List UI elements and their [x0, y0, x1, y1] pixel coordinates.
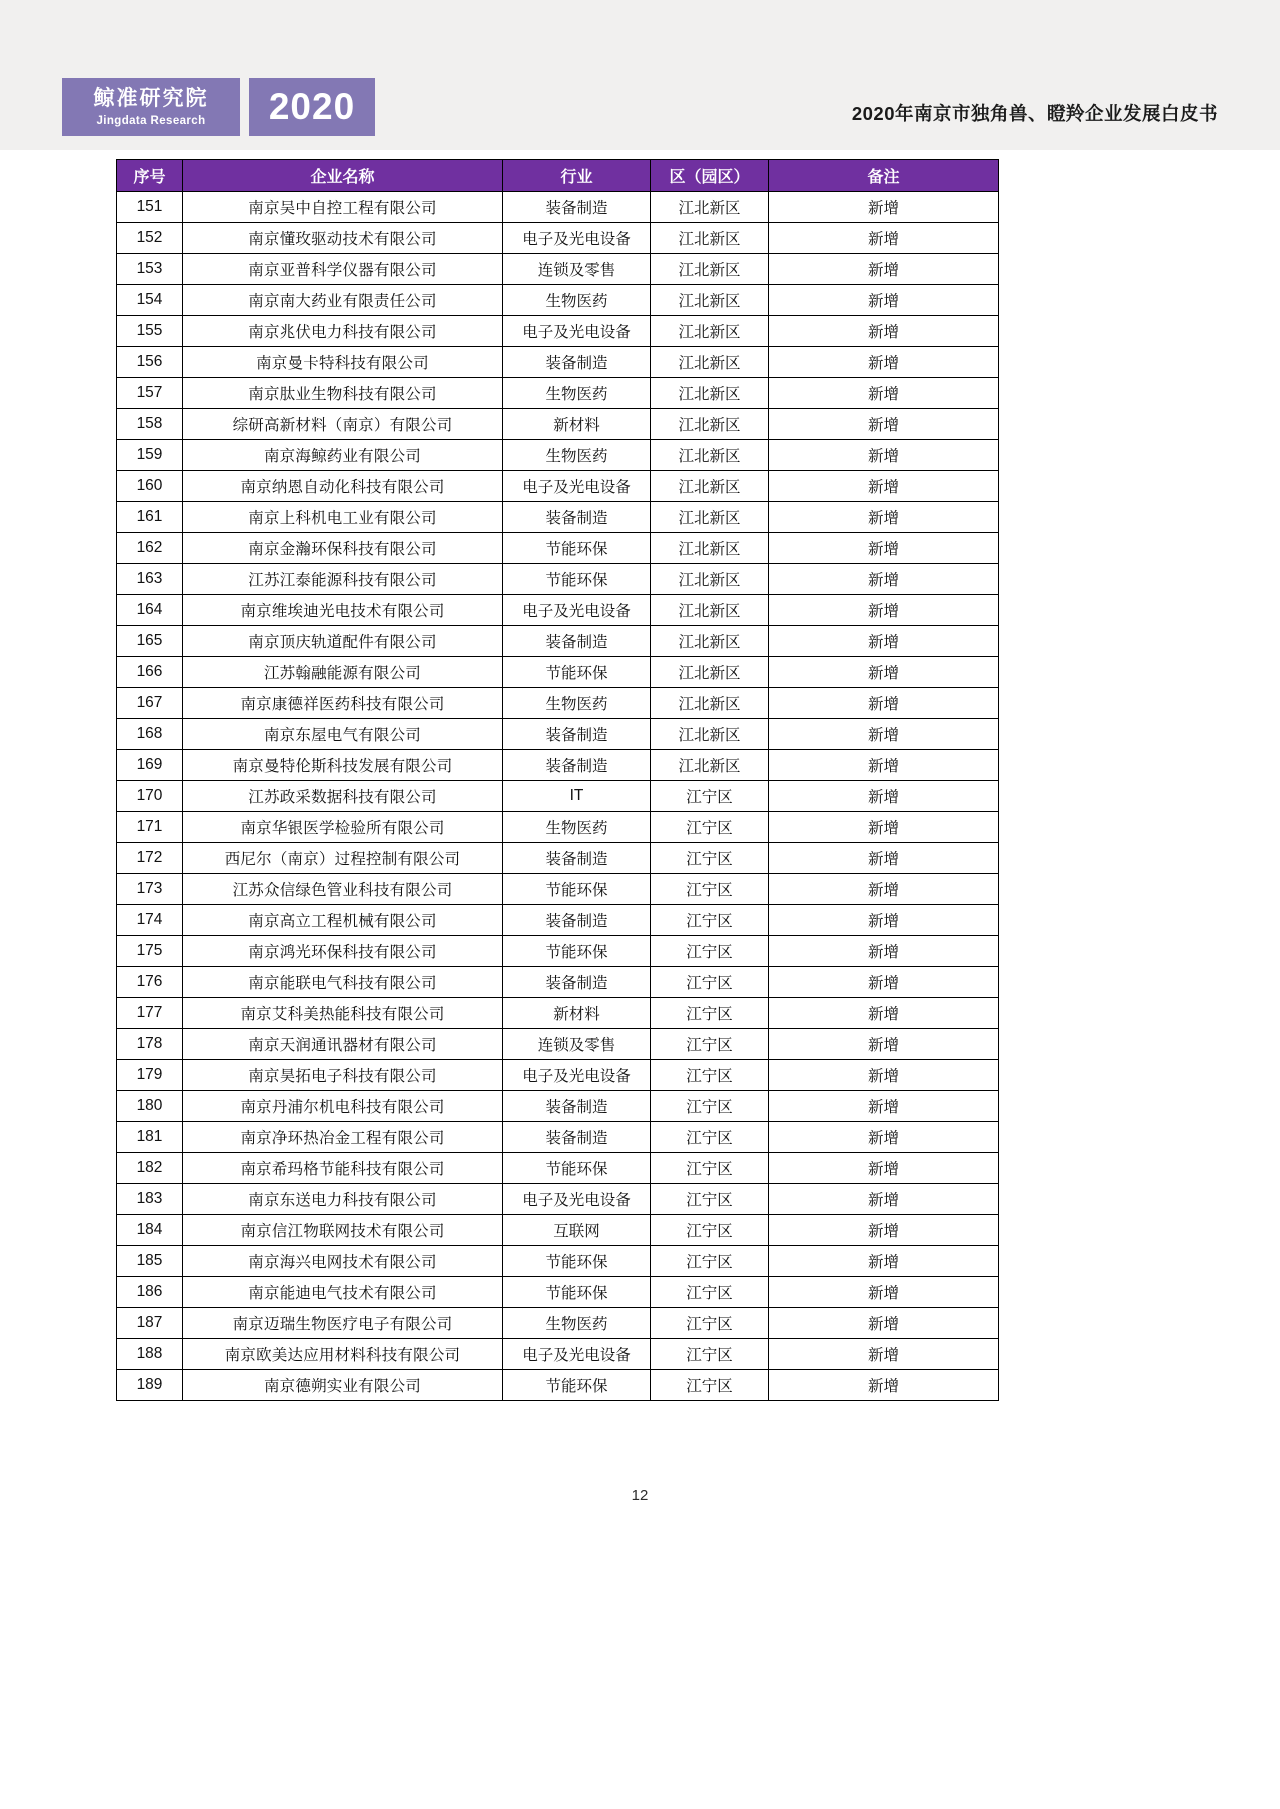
jingdata-logo: [62, 78, 240, 136]
cell-index: 164: [117, 595, 183, 626]
table-row: [117, 378, 999, 409]
cell-company-name: 南京兆伏电力科技有限公司: [183, 316, 503, 347]
cell-company-name: 南京海兴电网技术有限公司: [183, 1246, 503, 1277]
cell-remark: 新增: [769, 409, 999, 440]
cell-industry: 节能环保: [503, 564, 651, 595]
cell-district: 江宁区: [651, 1277, 769, 1308]
cell-remark: 新增: [769, 626, 999, 657]
cell-remark: 新增: [769, 1091, 999, 1122]
cell-industry: IT: [503, 781, 651, 812]
cell-remark: 新增: [769, 843, 999, 874]
cell-index: 186: [117, 1277, 183, 1308]
cell-district: 江宁区: [651, 1091, 769, 1122]
cell-index: 181: [117, 1122, 183, 1153]
cell-district: 江北新区: [651, 409, 769, 440]
table-row: [117, 688, 999, 719]
cell-index: 173: [117, 874, 183, 905]
cell-district: 江宁区: [651, 843, 769, 874]
table-row: [117, 564, 999, 595]
cell-remark: 新增: [769, 316, 999, 347]
cell-index: 185: [117, 1246, 183, 1277]
table-row: [117, 440, 999, 471]
cell-index: 171: [117, 812, 183, 843]
cell-district: 江北新区: [651, 533, 769, 564]
cell-company-name: 西尼尔（南京）过程控制有限公司: [183, 843, 503, 874]
table-row: [117, 781, 999, 812]
cell-industry: 装备制造: [503, 192, 651, 223]
table-row: [117, 409, 999, 440]
page-header: [0, 0, 1280, 150]
cell-remark: 新增: [769, 533, 999, 564]
cell-industry: 装备制造: [503, 750, 651, 781]
cell-remark: 新增: [769, 254, 999, 285]
cell-remark: 新增: [769, 285, 999, 316]
cell-remark: 新增: [769, 595, 999, 626]
cell-remark: 新增: [769, 781, 999, 812]
column-header-name: 企业名称: [183, 160, 503, 192]
cell-district: 江宁区: [651, 1339, 769, 1370]
cell-district: 江宁区: [651, 1029, 769, 1060]
table-row: [117, 192, 999, 223]
cell-district: 江宁区: [651, 1246, 769, 1277]
table-row: [117, 1246, 999, 1277]
cell-remark: 新增: [769, 688, 999, 719]
cell-district: 江宁区: [651, 1215, 769, 1246]
cell-index: 167: [117, 688, 183, 719]
cell-index: 159: [117, 440, 183, 471]
cell-remark: 新增: [769, 378, 999, 409]
cell-remark: 新增: [769, 347, 999, 378]
cell-remark: 新增: [769, 750, 999, 781]
cell-industry: 生物医药: [503, 378, 651, 409]
enterprise-table: [116, 159, 999, 1401]
cell-district: 江宁区: [651, 1060, 769, 1091]
cell-company-name: 南京懂玫驱动技术有限公司: [183, 223, 503, 254]
cell-company-name: 南京金瀚环保科技有限公司: [183, 533, 503, 564]
cell-remark: 新增: [769, 1370, 999, 1401]
cell-industry: 电子及光电设备: [503, 1184, 651, 1215]
cell-index: 170: [117, 781, 183, 812]
cell-company-name: 南京肽业生物科技有限公司: [183, 378, 503, 409]
cell-district: 江北新区: [651, 719, 769, 750]
cell-index: 176: [117, 967, 183, 998]
cell-remark: 新增: [769, 1308, 999, 1339]
cell-remark: 新增: [769, 223, 999, 254]
page-content: [0, 150, 1280, 1809]
cell-index: 163: [117, 564, 183, 595]
cell-index: 174: [117, 905, 183, 936]
cell-company-name: 南京天润通讯器材有限公司: [183, 1029, 503, 1060]
cell-industry: 生物医药: [503, 1308, 651, 1339]
cell-company-name: 南京曼卡特科技有限公司: [183, 347, 503, 378]
cell-company-name: 南京能迪电气技术有限公司: [183, 1277, 503, 1308]
cell-index: 155: [117, 316, 183, 347]
table-row: [117, 843, 999, 874]
cell-company-name: 南京曼特伦斯科技发展有限公司: [183, 750, 503, 781]
cell-district: 江北新区: [651, 471, 769, 502]
cell-industry: 节能环保: [503, 1370, 651, 1401]
cell-district: 江宁区: [651, 1153, 769, 1184]
cell-district: 江宁区: [651, 1122, 769, 1153]
cell-company-name: 南京迈瑞生物医疗电子有限公司: [183, 1308, 503, 1339]
cell-remark: 新增: [769, 874, 999, 905]
cell-industry: 装备制造: [503, 502, 651, 533]
cell-index: 162: [117, 533, 183, 564]
cell-company-name: 江苏众信绿色管业科技有限公司: [183, 874, 503, 905]
cell-remark: 新增: [769, 967, 999, 998]
column-header-remark: 备注: [769, 160, 999, 192]
cell-district: 江北新区: [651, 192, 769, 223]
cell-company-name: 南京能联电气科技有限公司: [183, 967, 503, 998]
cell-index: 175: [117, 936, 183, 967]
cell-industry: 装备制造: [503, 347, 651, 378]
cell-industry: 节能环保: [503, 1246, 651, 1277]
cell-district: 江宁区: [651, 1370, 769, 1401]
cell-district: 江北新区: [651, 347, 769, 378]
cell-remark: 新增: [769, 1246, 999, 1277]
logo-english-name: Jingdata Research: [96, 114, 206, 127]
cell-index: 161: [117, 502, 183, 533]
cell-industry: 电子及光电设备: [503, 1339, 651, 1370]
cell-company-name: 南京吴中自控工程有限公司: [183, 192, 503, 223]
cell-index: 189: [117, 1370, 183, 1401]
table-row: [117, 254, 999, 285]
table-row: [117, 719, 999, 750]
cell-index: 165: [117, 626, 183, 657]
cell-index: 156: [117, 347, 183, 378]
table-row: [117, 967, 999, 998]
table-row: [117, 1091, 999, 1122]
table-row: [117, 285, 999, 316]
table-header-row: [117, 160, 999, 192]
cell-remark: 新增: [769, 1215, 999, 1246]
cell-company-name: 江苏政采数据科技有限公司: [183, 781, 503, 812]
cell-remark: 新增: [769, 812, 999, 843]
table-row: [117, 471, 999, 502]
cell-remark: 新增: [769, 502, 999, 533]
cell-company-name: 南京信江物联网技术有限公司: [183, 1215, 503, 1246]
cell-index: 154: [117, 285, 183, 316]
cell-company-name: 综研高新材料（南京）有限公司: [183, 409, 503, 440]
cell-company-name: 南京希玛格节能科技有限公司: [183, 1153, 503, 1184]
table-row: [117, 1184, 999, 1215]
cell-remark: 新增: [769, 905, 999, 936]
table-row: [117, 1339, 999, 1370]
cell-company-name: 南京鸿光环保科技有限公司: [183, 936, 503, 967]
cell-industry: 节能环保: [503, 657, 651, 688]
cell-company-name: 江苏江泰能源科技有限公司: [183, 564, 503, 595]
cell-industry: 生物医药: [503, 688, 651, 719]
page-number: 12: [631, 1487, 649, 1504]
table-row: [117, 1029, 999, 1060]
cell-company-name: 南京纳恩自动化科技有限公司: [183, 471, 503, 502]
cell-index: 169: [117, 750, 183, 781]
cell-industry: 生物医药: [503, 440, 651, 471]
cell-industry: 电子及光电设备: [503, 471, 651, 502]
cell-company-name: 南京丹浦尔机电科技有限公司: [183, 1091, 503, 1122]
column-header-industry: 行业: [503, 160, 651, 192]
cell-district: 江北新区: [651, 595, 769, 626]
cell-company-name: 南京欧美达应用材料科技有限公司: [183, 1339, 503, 1370]
cell-company-name: 南京高立工程机械有限公司: [183, 905, 503, 936]
cell-company-name: 南京康德祥医药科技有限公司: [183, 688, 503, 719]
cell-remark: 新增: [769, 564, 999, 595]
cell-district: 江宁区: [651, 998, 769, 1029]
table-row: [117, 998, 999, 1029]
cell-index: 151: [117, 192, 183, 223]
cell-industry: 装备制造: [503, 1091, 651, 1122]
cell-district: 江宁区: [651, 1184, 769, 1215]
table-row: [117, 1122, 999, 1153]
table-header: [117, 160, 999, 192]
cell-remark: 新增: [769, 936, 999, 967]
cell-company-name: 南京东送电力科技有限公司: [183, 1184, 503, 1215]
cell-district: 江北新区: [651, 223, 769, 254]
table-row: [117, 936, 999, 967]
cell-district: 江北新区: [651, 316, 769, 347]
logo-year-divider: [240, 78, 249, 136]
cell-industry: 生物医药: [503, 285, 651, 316]
cell-district: 江北新区: [651, 564, 769, 595]
cell-index: 184: [117, 1215, 183, 1246]
cell-remark: 新增: [769, 1060, 999, 1091]
cell-industry: 装备制造: [503, 843, 651, 874]
cell-remark: 新增: [769, 719, 999, 750]
cell-district: 江宁区: [651, 874, 769, 905]
logo-chinese-name: 鲸准研究院: [93, 86, 209, 110]
cell-index: 179: [117, 1060, 183, 1091]
cell-district: 江北新区: [651, 440, 769, 471]
table-row: [117, 626, 999, 657]
cell-industry: 连锁及零售: [503, 254, 651, 285]
cell-remark: 新增: [769, 1029, 999, 1060]
cell-industry: 新材料: [503, 409, 651, 440]
cell-district: 江宁区: [651, 936, 769, 967]
cell-company-name: 南京净环热冶金工程有限公司: [183, 1122, 503, 1153]
cell-index: 187: [117, 1308, 183, 1339]
cell-district: 江宁区: [651, 905, 769, 936]
cell-index: 183: [117, 1184, 183, 1215]
cell-index: 172: [117, 843, 183, 874]
cell-district: 江北新区: [651, 254, 769, 285]
table-row: [117, 595, 999, 626]
cell-remark: 新增: [769, 1122, 999, 1153]
header-branding: [62, 78, 375, 136]
cell-industry: 装备制造: [503, 719, 651, 750]
cell-company-name: 江苏翰融能源有限公司: [183, 657, 503, 688]
cell-industry: 装备制造: [503, 626, 651, 657]
cell-remark: 新增: [769, 1339, 999, 1370]
cell-company-name: 南京顶庆轨道配件有限公司: [183, 626, 503, 657]
cell-industry: 连锁及零售: [503, 1029, 651, 1060]
cell-industry: 节能环保: [503, 874, 651, 905]
cell-index: 182: [117, 1153, 183, 1184]
cell-industry: 电子及光电设备: [503, 1060, 651, 1091]
table-row: [117, 1277, 999, 1308]
cell-district: 江北新区: [651, 750, 769, 781]
cell-remark: 新增: [769, 1184, 999, 1215]
cell-industry: 节能环保: [503, 1153, 651, 1184]
table-row: [117, 533, 999, 564]
table-row: [117, 750, 999, 781]
cell-company-name: 南京德朔实业有限公司: [183, 1370, 503, 1401]
column-header-district: 区（园区）: [651, 160, 769, 192]
cell-industry: 互联网: [503, 1215, 651, 1246]
cell-company-name: 南京海鲸药业有限公司: [183, 440, 503, 471]
cell-district: 江宁区: [651, 812, 769, 843]
year-badge: 2020: [249, 78, 375, 136]
cell-industry: 装备制造: [503, 1122, 651, 1153]
table-row: [117, 223, 999, 254]
table-row: [117, 812, 999, 843]
table-row: [117, 905, 999, 936]
table-row: [117, 1153, 999, 1184]
cell-remark: 新增: [769, 1277, 999, 1308]
cell-remark: 新增: [769, 471, 999, 502]
cell-district: 江宁区: [651, 967, 769, 998]
document-title: 2020年南京市独角兽、瞪羚企业发展白皮书: [851, 103, 1218, 124]
table-row: [117, 1370, 999, 1401]
cell-industry: 新材料: [503, 998, 651, 1029]
column-header-index: 序号: [117, 160, 183, 192]
cell-industry: 节能环保: [503, 1277, 651, 1308]
cell-index: 178: [117, 1029, 183, 1060]
table-row: [117, 502, 999, 533]
cell-industry: 装备制造: [503, 905, 651, 936]
cell-district: 江北新区: [651, 502, 769, 533]
cell-industry: 电子及光电设备: [503, 223, 651, 254]
cell-district: 江北新区: [651, 626, 769, 657]
cell-company-name: 南京华银医学检验所有限公司: [183, 812, 503, 843]
table-row: [117, 347, 999, 378]
cell-index: 152: [117, 223, 183, 254]
table-row: [117, 874, 999, 905]
cell-district: 江北新区: [651, 657, 769, 688]
table-row: [117, 316, 999, 347]
cell-index: 168: [117, 719, 183, 750]
cell-district: 江宁区: [651, 1308, 769, 1339]
table-row: [117, 657, 999, 688]
table-row: [117, 1060, 999, 1091]
cell-remark: 新增: [769, 1153, 999, 1184]
cell-company-name: 南京艾科美热能科技有限公司: [183, 998, 503, 1029]
cell-industry: 节能环保: [503, 533, 651, 564]
cell-company-name: 南京维埃迪光电技术有限公司: [183, 595, 503, 626]
cell-district: 江北新区: [651, 688, 769, 719]
cell-remark: 新增: [769, 440, 999, 471]
cell-remark: 新增: [769, 998, 999, 1029]
cell-industry: 电子及光电设备: [503, 316, 651, 347]
cell-index: 177: [117, 998, 183, 1029]
cell-index: 188: [117, 1339, 183, 1370]
cell-district: 江北新区: [651, 285, 769, 316]
cell-industry: 生物医药: [503, 812, 651, 843]
cell-index: 158: [117, 409, 183, 440]
cell-district: 江宁区: [651, 781, 769, 812]
cell-index: 153: [117, 254, 183, 285]
cell-company-name: 南京亚普科学仪器有限公司: [183, 254, 503, 285]
cell-remark: 新增: [769, 657, 999, 688]
table-body: [117, 192, 999, 1401]
cell-index: 160: [117, 471, 183, 502]
cell-company-name: 南京昊拓电子科技有限公司: [183, 1060, 503, 1091]
cell-industry: 节能环保: [503, 936, 651, 967]
cell-index: 166: [117, 657, 183, 688]
cell-industry: 电子及光电设备: [503, 595, 651, 626]
cell-index: 180: [117, 1091, 183, 1122]
cell-company-name: 南京南大药业有限责任公司: [183, 285, 503, 316]
cell-company-name: 南京东屋电气有限公司: [183, 719, 503, 750]
cell-district: 江北新区: [651, 378, 769, 409]
table-row: [117, 1308, 999, 1339]
table-row: [117, 1215, 999, 1246]
cell-company-name: 南京上科机电工业有限公司: [183, 502, 503, 533]
cell-index: 157: [117, 378, 183, 409]
cell-remark: 新增: [769, 192, 999, 223]
cell-industry: 装备制造: [503, 967, 651, 998]
